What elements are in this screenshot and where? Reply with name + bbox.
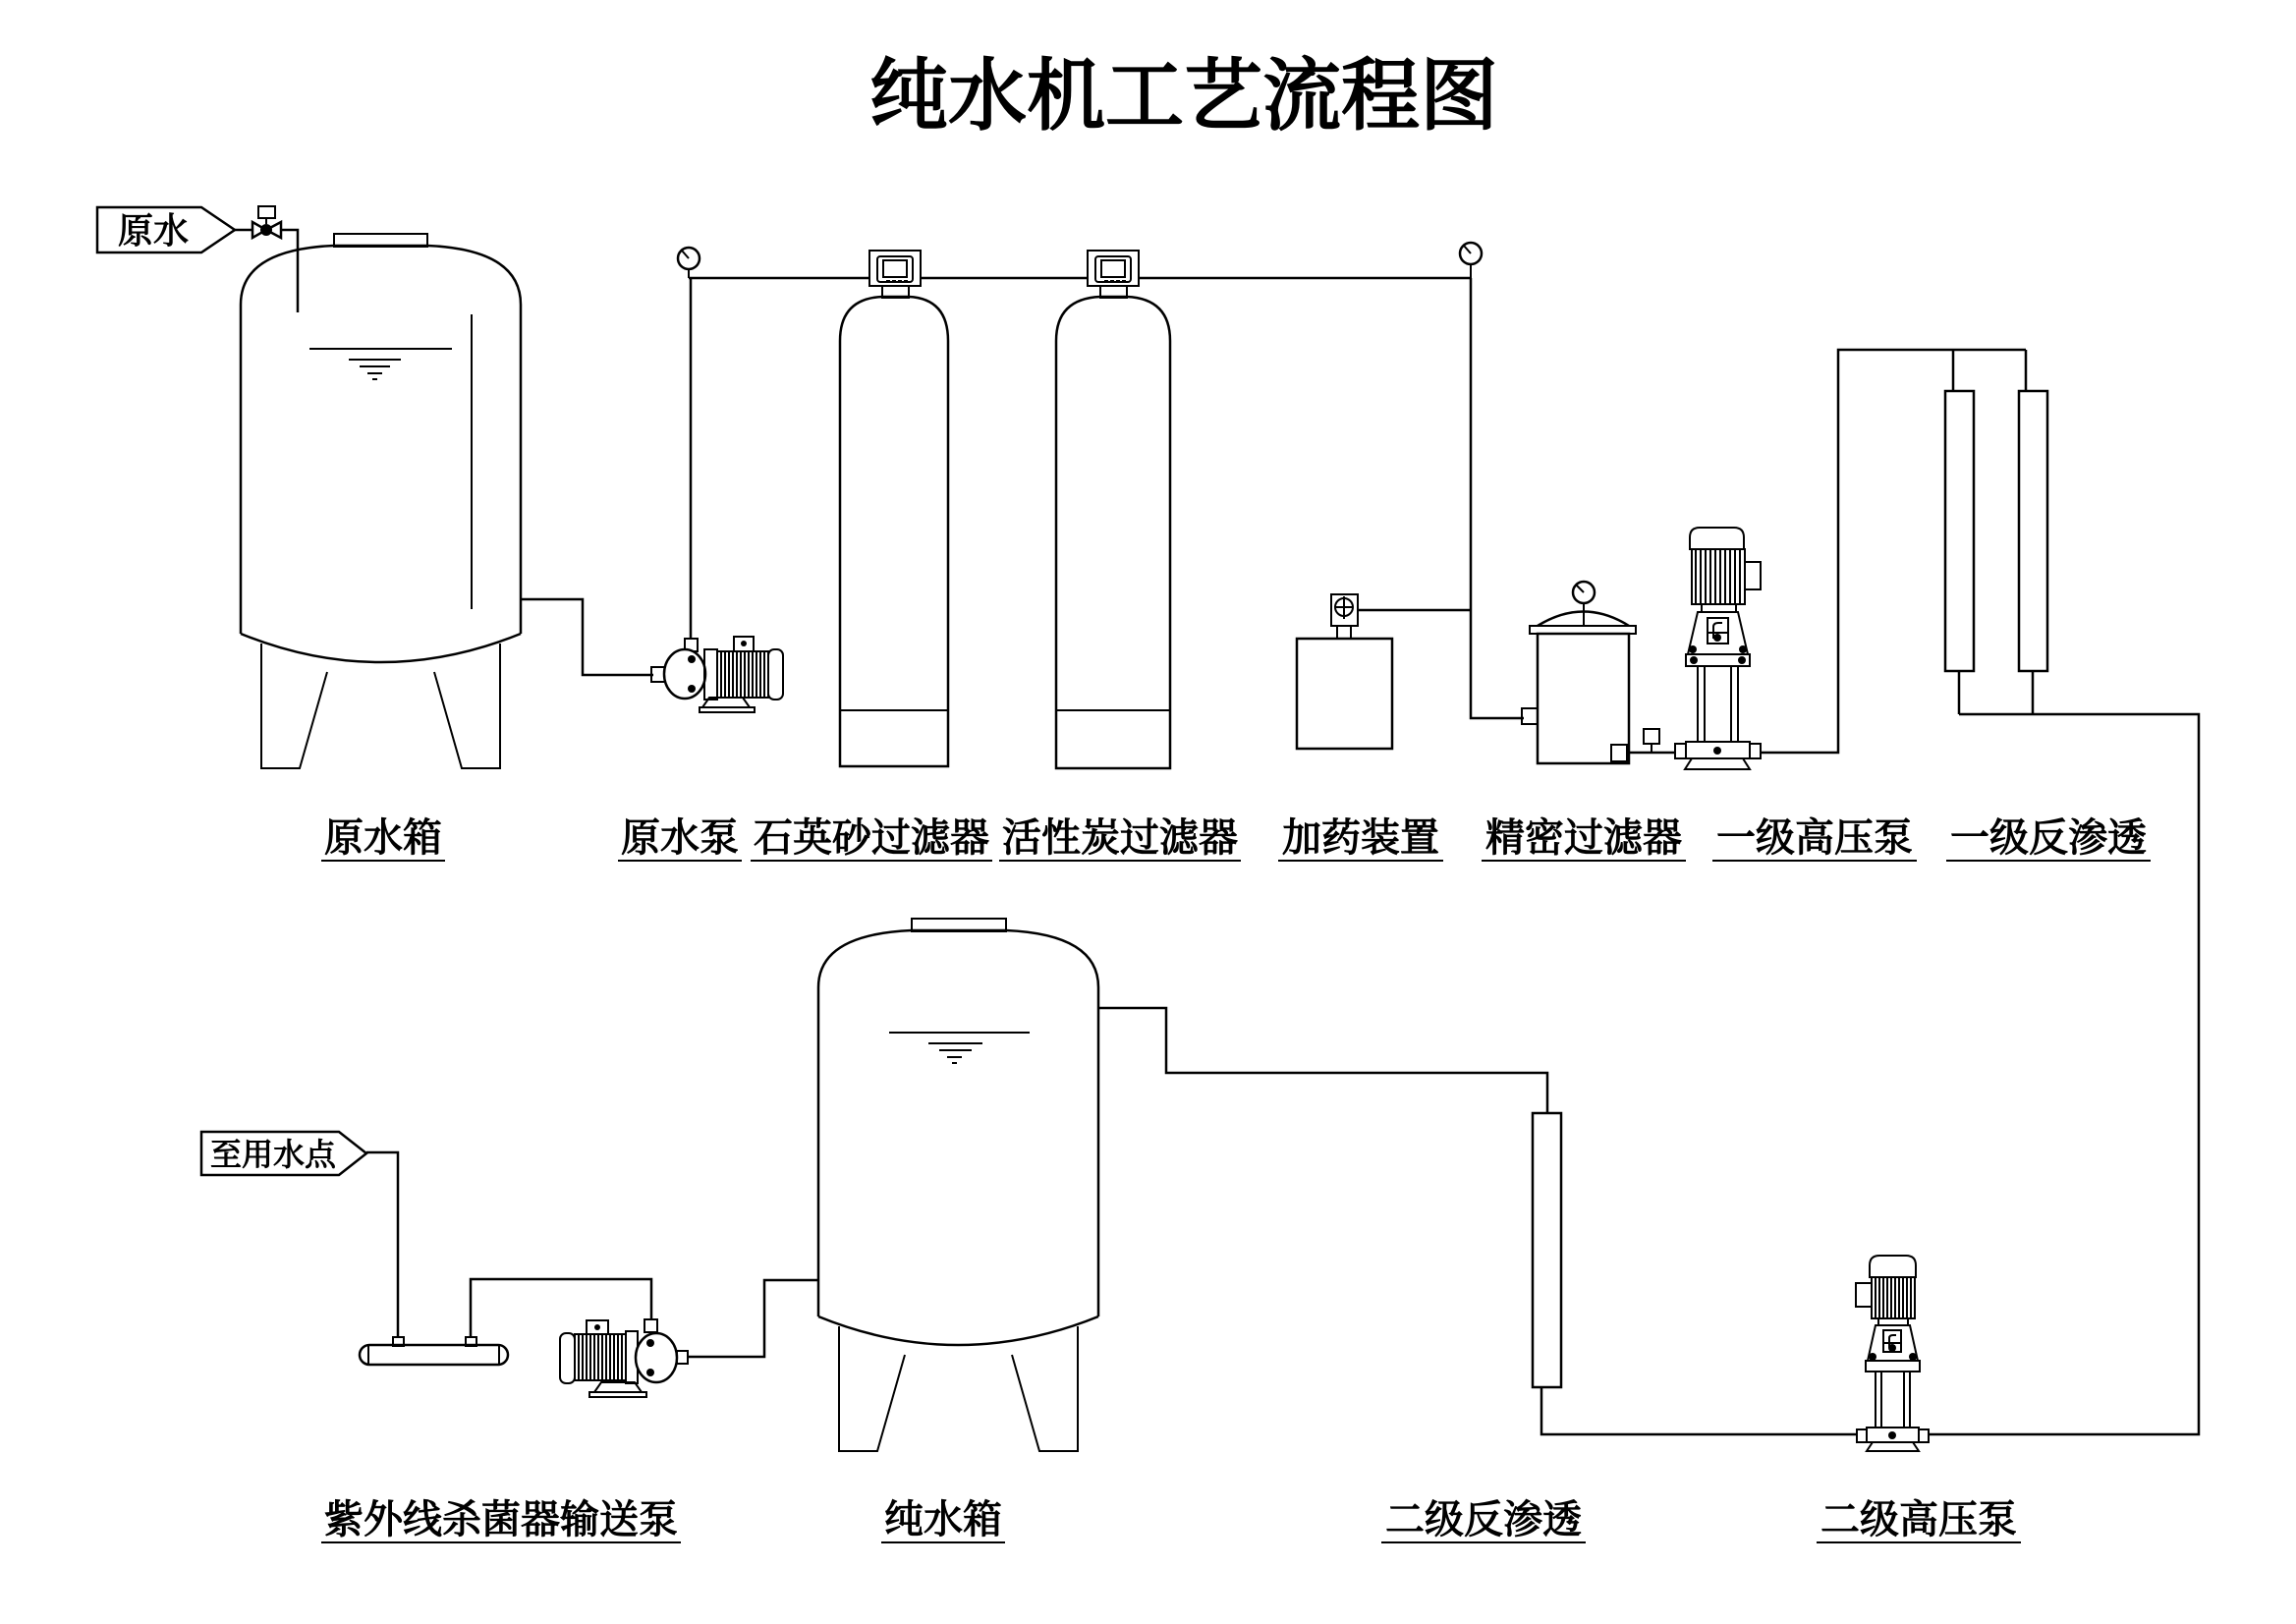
pipe-hp-pump1-to-ro1: [1760, 350, 2026, 753]
pipe-transfer-pump-to-uv: [471, 1279, 651, 1337]
pipe-uv-to-destination: [366, 1152, 398, 1337]
raw-water-tank: [241, 234, 521, 768]
label-uv-sterilizer: 紫外线杀菌器: [324, 1497, 560, 1542]
ro-membrane-vessel: [2019, 391, 2047, 671]
pump-head: [636, 1333, 677, 1382]
hp-pump-2: [1856, 1256, 1929, 1451]
pump-stage-lines: [1881, 1372, 1904, 1428]
bolt: [1713, 634, 1721, 642]
uv-sterilizer: [360, 1337, 508, 1365]
water-level-icon: [889, 1033, 1030, 1063]
pipe-ro1-outlet: [1929, 671, 2199, 1434]
pump-baseplate: [589, 1392, 646, 1397]
dosing-device: [1297, 594, 1392, 749]
pure-water-tank: [818, 919, 1098, 1451]
pipe-hp-pump2-to-ro2: [1541, 1387, 1857, 1434]
label-sand-filter: 石英砂过滤器: [754, 815, 989, 861]
pump-stage-lines: [1705, 666, 1731, 742]
label-raw-water-tank: 原水箱: [324, 815, 442, 861]
hp-pump-1: [1675, 528, 1761, 769]
tank-leg-right: [434, 644, 500, 768]
motor-body: [1872, 1277, 1915, 1318]
label-raw-water-pump: 原水泵: [621, 815, 739, 861]
pump-head: [664, 649, 705, 699]
destination-tag-label: 至用水点: [209, 1136, 337, 1173]
motor-endcap: [768, 649, 783, 700]
filter-vessel: [1056, 297, 1170, 768]
pump-base-tab-right: [1919, 1429, 1929, 1442]
tank-leg-left: [839, 1326, 905, 1451]
water-level-icon: [309, 349, 452, 379]
label-hp-pump-2: 二级高压泵: [1820, 1497, 2017, 1542]
motor-ribs: [1696, 549, 1740, 604]
label-carbon-filter: 活性炭过滤器: [1002, 815, 1238, 861]
filter-valve-display: [883, 260, 907, 277]
junction-bolt: [741, 641, 747, 646]
bolt: [1739, 645, 1747, 653]
precision-filter: [1522, 582, 1636, 763]
label-hp-pump-1: 一级高压泵: [1716, 815, 1913, 861]
valve-actuator: [258, 206, 275, 218]
inline-sensor: [1644, 729, 1659, 753]
tank-dish-bottom: [818, 1316, 1098, 1345]
source-tag: [97, 207, 235, 252]
pump-base-tab-left: [1675, 744, 1686, 758]
tank-shell: [241, 246, 521, 634]
pump-baseplate: [700, 707, 755, 712]
page-title: 纯水机工艺流程图: [869, 50, 1498, 141]
bolt: [1738, 656, 1746, 664]
pump-bolt: [688, 655, 696, 663]
pressure-gauge-icon: [678, 248, 700, 278]
label-precision-filter: 精密过滤器: [1485, 815, 1682, 861]
junction-bolt: [594, 1324, 600, 1330]
motor-cap: [1870, 1256, 1916, 1277]
bolt: [1888, 1431, 1896, 1439]
label-ro-stage-1: 一级反渗透: [1950, 815, 2147, 861]
filter-outlet-nozzle: [1611, 745, 1627, 761]
filter-vessel: [840, 297, 948, 766]
motor-junction-box: [1856, 1283, 1872, 1307]
motor-ribs: [721, 651, 764, 698]
sand-filter: [840, 251, 948, 766]
bolt: [1690, 656, 1698, 664]
pump-foot: [1867, 1442, 1919, 1451]
filter-valve-display: [1101, 260, 1125, 277]
source-tag-label: 原水: [117, 211, 190, 252]
raw-water-pump: [651, 637, 783, 712]
ro-stage-1: [1945, 391, 2047, 671]
label-ro-stage-2: 二级反渗透: [1385, 1497, 1582, 1542]
tank-leg-left: [261, 644, 327, 768]
pump-head-plate: [1866, 1361, 1920, 1372]
tank-dish-bottom: [241, 634, 521, 662]
pump-bolt: [646, 1369, 654, 1376]
carbon-filter: [1056, 251, 1170, 768]
ro-membrane-vessel: [1945, 391, 1974, 671]
pump-bolt: [646, 1339, 654, 1347]
tank-leg-right: [1012, 1326, 1078, 1451]
pipe-raw-tank-to-pump: [521, 599, 653, 675]
motor-ribs: [579, 1334, 622, 1380]
pressure-gauge-icon: [1460, 243, 1482, 278]
destination-tag: [201, 1132, 366, 1175]
pipe-ro2-to-pure-tank: [1098, 1008, 1547, 1113]
pump-base-tab-right: [1750, 744, 1761, 758]
pipe-down-to-precision-filter: [1471, 278, 1524, 718]
motor-endcap: [560, 1333, 575, 1383]
bolt: [1689, 645, 1697, 653]
tank-shell: [818, 930, 1098, 1316]
pump-coupling: [1878, 1318, 1908, 1325]
valve-center: [260, 224, 272, 236]
pump-foot: [1685, 758, 1750, 769]
motor-junction-box: [1745, 562, 1761, 589]
bolt: [1909, 1353, 1917, 1361]
equipment-labels: [321, 815, 2151, 1542]
transfer-pump: [560, 1319, 688, 1397]
uv-housing: [360, 1345, 508, 1365]
pump-discharge-nozzle: [644, 1319, 657, 1332]
bolt: [1869, 1353, 1876, 1361]
label-transfer-pump: 输送泵: [560, 1497, 678, 1542]
pump-coupling: [1702, 604, 1736, 612]
pump-inlet-nozzle: [677, 1351, 688, 1364]
dosing-tank: [1297, 639, 1392, 749]
uv-endcap-lines: [368, 1345, 499, 1365]
label-dosing-device: 加药装置: [1282, 815, 1439, 861]
ro-membrane-vessel: [1533, 1113, 1561, 1387]
dosing-pump-legs: [1337, 626, 1351, 639]
pipe-pure-tank-to-transfer-pump: [687, 1280, 818, 1357]
valve-icon: [252, 206, 281, 238]
sensor-head: [1644, 729, 1659, 744]
bolt: [1888, 1344, 1896, 1352]
pump-bolt: [688, 685, 696, 693]
filter-inlet-nozzle: [1522, 708, 1538, 724]
motor-ribs: [1876, 1277, 1911, 1318]
ro-stage-2: [1533, 1113, 1561, 1387]
motor-cap: [1690, 528, 1744, 549]
pipe-valve-to-raw-tank: [281, 230, 298, 312]
label-pure-water-tank: 纯水箱: [884, 1497, 1002, 1542]
bolt: [1713, 747, 1721, 755]
pump-base-tab-left: [1857, 1429, 1867, 1442]
